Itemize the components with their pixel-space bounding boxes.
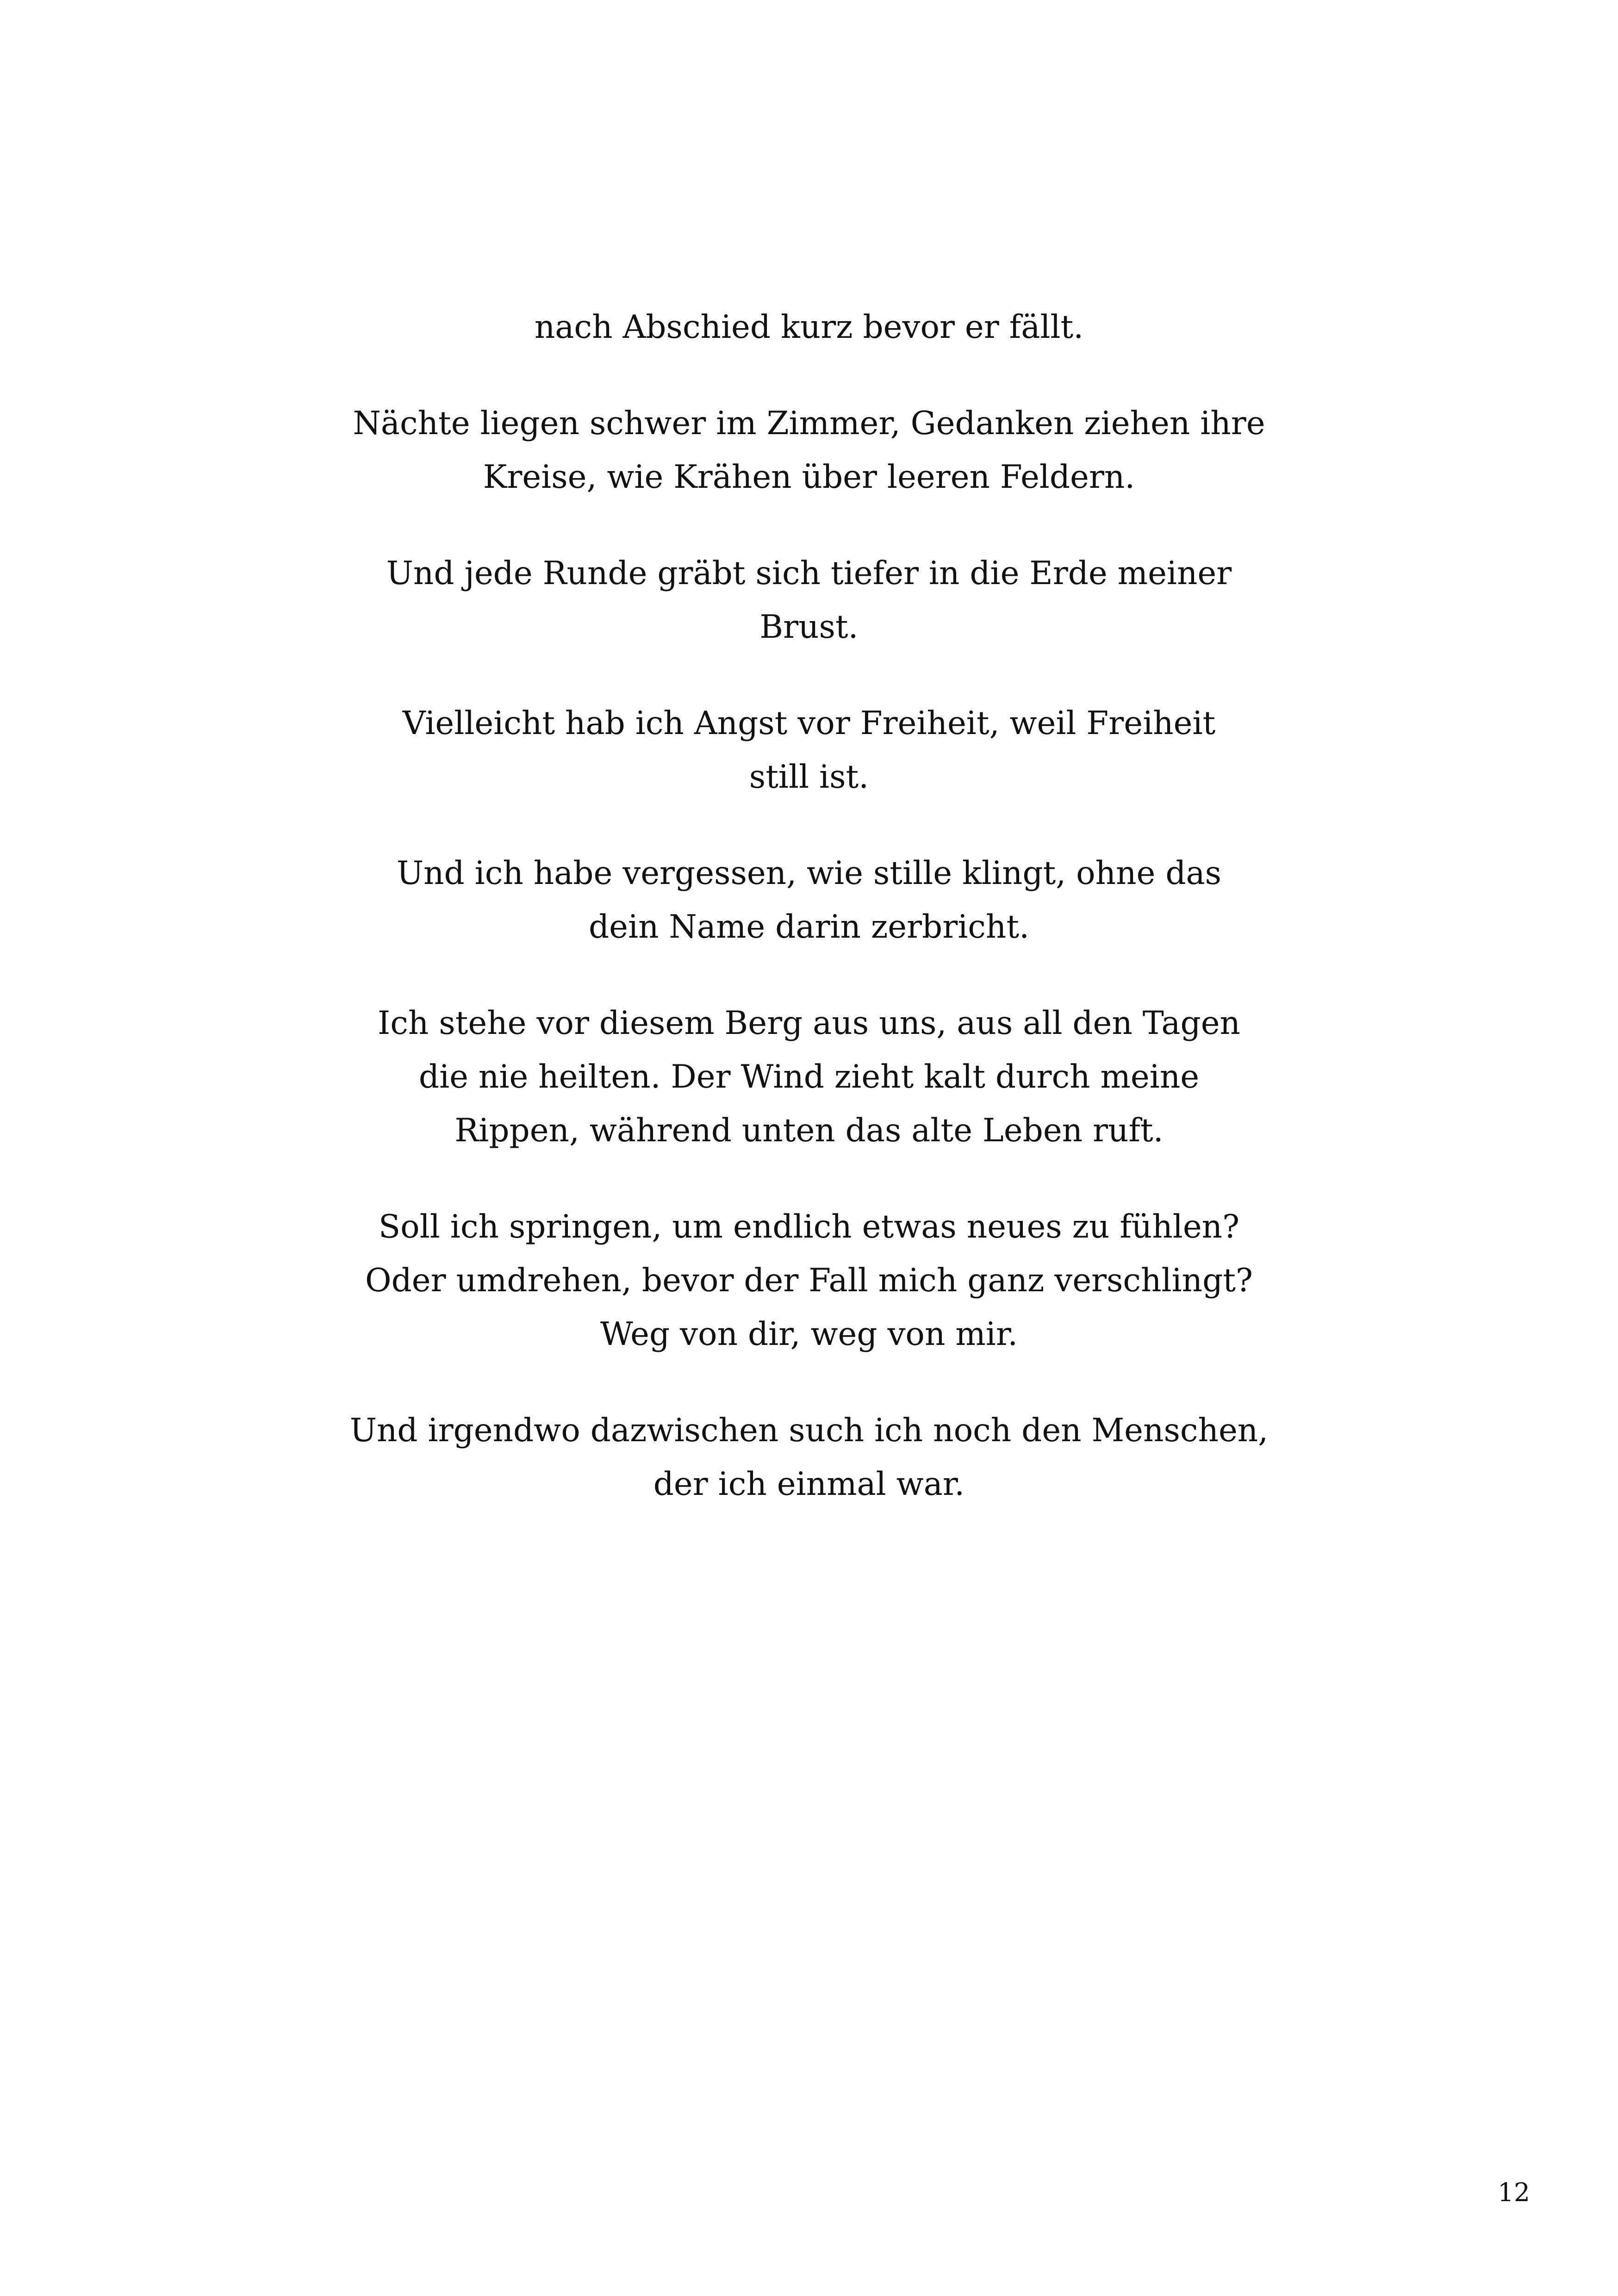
poem-line: Rippen, während unten das alte Leben ruft. <box>454 1112 1164 1149</box>
poem-line: Ich stehe vor diesem Berg aus uns, aus all den Tagen <box>377 1005 1240 1042</box>
poem-line: Vielleicht hab ich Angst vor Freiheit, weil Freiheit <box>402 705 1216 742</box>
poem-line: Und irgendwo dazwischen such ich noch den Menschen, <box>349 1412 1269 1449</box>
poem-line: still ist. <box>749 759 869 796</box>
poem-line: der ich einmal war. <box>653 1466 965 1503</box>
page-number: 12 <box>1498 2178 1530 2207</box>
poem-body <box>346 300 1272 1554</box>
stanza-6 <box>346 996 1272 1157</box>
stanza-4 <box>346 697 1272 804</box>
poem-line: Kreise, wie Krähen über leeren Feldern. <box>483 459 1135 496</box>
poem-line: Weg von dir, weg von mir. <box>600 1316 1018 1353</box>
stanza-1 <box>346 300 1272 354</box>
poem-line: Und ich habe vergessen, wie stille klingt, ohne das <box>396 855 1222 892</box>
stanza-5 <box>346 846 1272 954</box>
stanza-2 <box>346 397 1272 504</box>
poem-line: Soll ich springen, um endlich etwas neues zu fühlen? <box>378 1208 1240 1245</box>
poem-line: Und jede Runde gräbt sich tiefer in die Erde meiner <box>386 555 1232 592</box>
stanza-7 <box>346 1200 1272 1361</box>
poem-line: dein Name darin zerbricht. <box>588 908 1030 946</box>
stanza-8 <box>346 1404 1272 1511</box>
poem-line: die nie heilten. Der Wind zieht kalt durch meine <box>418 1058 1200 1095</box>
poem-line: Brust. <box>759 609 859 646</box>
poem-line: Nächte liegen schwer im Zimmer, Gedanken ziehen ihre <box>353 405 1265 442</box>
poem-line: Oder umdrehen, bevor der Fall mich ganz verschlingt? <box>365 1262 1253 1299</box>
poem-line: nach Abschied kurz bevor er fällt. <box>534 309 1084 346</box>
stanza-3 <box>346 547 1272 654</box>
